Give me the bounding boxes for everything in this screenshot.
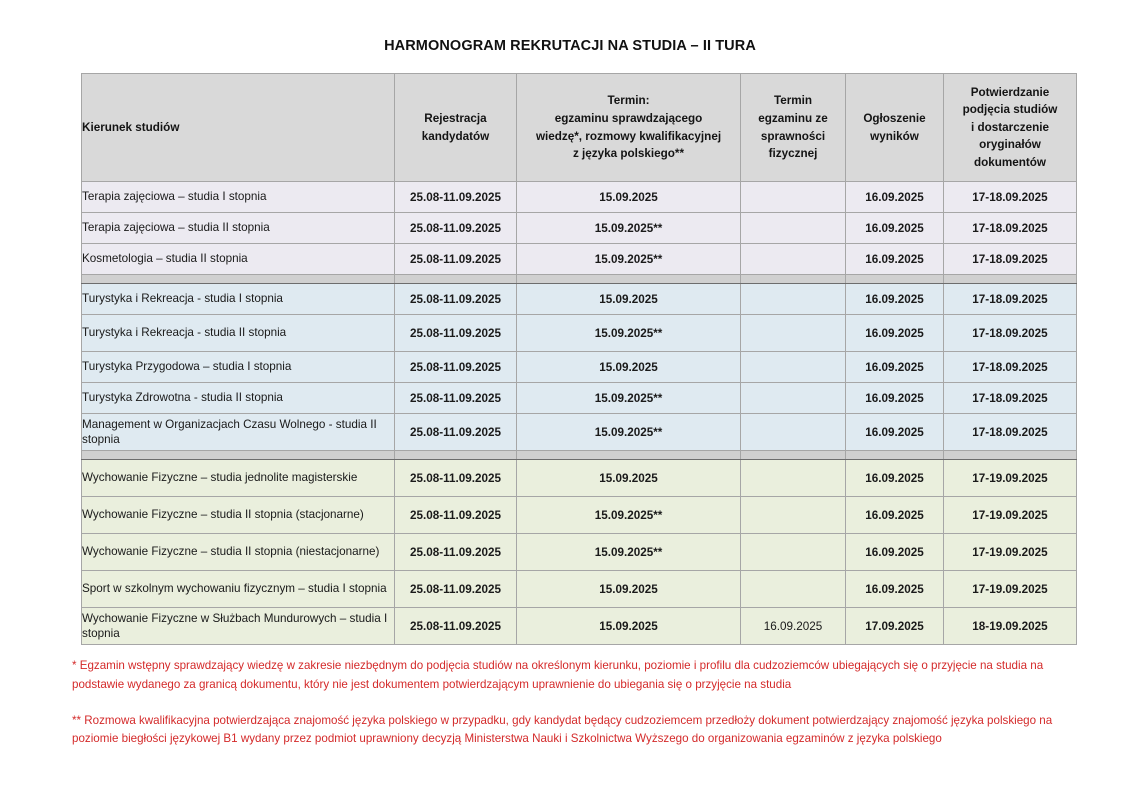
table-row <box>82 497 1077 534</box>
cell-potwierdzanie: 17-19.09.2025 <box>944 460 1077 497</box>
table-row <box>82 315 1077 352</box>
cell-sprawnosc-fizyczna <box>741 315 846 352</box>
cell-ogloszenie-wynikow: 16.09.2025 <box>846 497 944 534</box>
cell-termin-egzaminu: 15.09.2025 <box>517 608 741 645</box>
cell-kierunek: Wychowanie Fizyczne – studia II stopnia (niestacjonarne) <box>82 534 395 571</box>
cell-sprawnosc-fizyczna <box>741 534 846 571</box>
table-row <box>82 383 1077 414</box>
cell-kierunek: Turystyka Przygodowa – studia I stopnia <box>82 352 395 383</box>
column-header-ogloszenie-wynikow <box>846 74 944 182</box>
cell-ogloszenie-wynikow: 16.09.2025 <box>846 571 944 608</box>
cell-termin-egzaminu: 15.09.2025** <box>517 213 741 244</box>
cell-kierunek: Turystyka i Rekreacja - studia I stopnia <box>82 284 395 315</box>
cell-ogloszenie-wynikow: 16.09.2025 <box>846 414 944 451</box>
cell-potwierdzanie: 17-18.09.2025 <box>944 383 1077 414</box>
cell-kierunek: Wychowanie Fizyczne – studia jednolite magisterskie <box>82 460 395 497</box>
group-spacer-cell <box>741 451 846 460</box>
header-line: Ogłoszenie <box>863 111 926 125</box>
header-line: egzaminu ze <box>758 111 828 125</box>
cell-termin-egzaminu: 15.09.2025 <box>517 460 741 497</box>
cell-ogloszenie-wynikow: 16.09.2025 <box>846 284 944 315</box>
cell-rejestracja: 25.08-11.09.2025 <box>395 571 517 608</box>
cell-termin-egzaminu: 15.09.2025** <box>517 315 741 352</box>
group-spacer-cell <box>741 275 846 284</box>
footnote-interview: ** Rozmowa kwalifikacyjna potwierdzająca znajomość języka polskiego w przypadku, gdy kandydat będący cudzoziemcem przedłoży dokument potwierdzający znajomość języka polskiego na poziomie biegłości językowej B1 wydany przez podmiot uprawniony decyzją Ministerstwa Nauki i Szkolnictwa Wyższego do organizowania egzaminów z języka polskiego <box>72 713 1053 746</box>
cell-termin-egzaminu: 15.09.2025** <box>517 534 741 571</box>
group-spacer-row <box>82 275 1077 284</box>
cell-ogloszenie-wynikow: 16.09.2025 <box>846 244 944 275</box>
table-row <box>82 182 1077 213</box>
group-spacer-cell <box>846 451 944 460</box>
header-line: Termin <box>773 94 813 108</box>
group-spacer-cell <box>944 451 1077 460</box>
cell-termin-egzaminu: 15.09.2025 <box>517 352 741 383</box>
cell-kierunek: Kosmetologia – studia II stopnia <box>82 244 395 275</box>
footnote-exam: * Egzamin wstępny sprawdzający wiedzę w zakresie niezbędnym do podjęcia studiów na określonym kierunku, poziomie i profilu dla cudzoziemców ubiegających się o przyjęcie na studia na podstawie wydanego za granicą dokumentu, który nie jest dokumentem potwierdzającym uprawnienie do ubiegania się o przyjęcie na studia <box>72 659 1044 691</box>
table-row <box>82 244 1077 275</box>
table-row <box>82 571 1077 608</box>
header-line: fizycznej <box>768 147 818 161</box>
cell-ogloszenie-wynikow: 16.09.2025 <box>846 534 944 571</box>
cell-ogloszenie-wynikow: 16.09.2025 <box>846 182 944 213</box>
column-header-rejestracja <box>395 74 517 182</box>
cell-termin-egzaminu: 15.09.2025 <box>517 571 741 608</box>
cell-rejestracja: 25.08-11.09.2025 <box>395 315 517 352</box>
cell-sprawnosc-fizyczna <box>741 460 846 497</box>
cell-termin-egzaminu: 15.09.2025** <box>517 244 741 275</box>
cell-potwierdzanie: 17-19.09.2025 <box>944 571 1077 608</box>
footnotes <box>72 657 1077 766</box>
cell-sprawnosc-fizyczna <box>741 571 846 608</box>
header-line: wiedzę*, rozmowy kwalifikacyjnej <box>535 129 722 143</box>
cell-termin-egzaminu: 15.09.2025** <box>517 414 741 451</box>
cell-potwierdzanie: 17-18.09.2025 <box>944 284 1077 315</box>
cell-rejestracja: 25.08-11.09.2025 <box>395 352 517 383</box>
header-line: Kierunek studiów <box>82 120 180 134</box>
cell-termin-egzaminu: 15.09.2025 <box>517 284 741 315</box>
cell-potwierdzanie: 17-18.09.2025 <box>944 315 1077 352</box>
table-row <box>82 534 1077 571</box>
cell-sprawnosc-fizyczna <box>741 182 846 213</box>
cell-ogloszenie-wynikow: 16.09.2025 <box>846 352 944 383</box>
group-spacer-cell <box>517 275 741 284</box>
cell-rejestracja: 25.08-11.09.2025 <box>395 414 517 451</box>
table-header <box>82 74 1077 182</box>
cell-potwierdzanie: 17-18.09.2025 <box>944 414 1077 451</box>
cell-kierunek: Terapia zajęciowa – studia I stopnia <box>82 182 395 213</box>
cell-kierunek: Sport w szkolnym wychowaniu fizycznym – studia I stopnia <box>82 571 395 608</box>
cell-ogloszenie-wynikow: 16.09.2025 <box>846 383 944 414</box>
group-spacer-cell <box>944 275 1077 284</box>
cell-potwierdzanie: 17-18.09.2025 <box>944 213 1077 244</box>
table-row <box>82 352 1077 383</box>
schedule-table-wrapper <box>81 73 1076 645</box>
cell-potwierdzanie: 17-19.09.2025 <box>944 497 1077 534</box>
header-line: wyników <box>870 129 919 143</box>
header-line: Rejestracja <box>424 111 487 125</box>
cell-rejestracja: 25.08-11.09.2025 <box>395 460 517 497</box>
cell-sprawnosc-fizyczna: 16.09.2025 <box>741 608 846 645</box>
cell-ogloszenie-wynikow: 16.09.2025 <box>846 315 944 352</box>
header-line: i dostarczenie <box>971 120 1049 134</box>
cell-kierunek: Turystyka i Rekreacja - studia II stopnia <box>82 315 395 352</box>
group-spacer-cell <box>395 451 517 460</box>
cell-kierunek: Turystyka Zdrowotna - studia II stopnia <box>82 383 395 414</box>
cell-rejestracja: 25.08-11.09.2025 <box>395 383 517 414</box>
table-row <box>82 284 1077 315</box>
header-line: z języka polskiego** <box>572 147 685 161</box>
header-line: egzaminu sprawdzającego <box>554 111 703 125</box>
cell-sprawnosc-fizyczna <box>741 414 846 451</box>
column-header-potwierdzanie <box>944 74 1077 182</box>
cell-potwierdzanie: 17-18.09.2025 <box>944 182 1077 213</box>
cell-sprawnosc-fizyczna <box>741 497 846 534</box>
header-line: podjęcia studiów <box>962 103 1058 117</box>
header-line: Potwierdzanie <box>970 85 1050 99</box>
column-header-kierunek <box>82 74 395 182</box>
cell-sprawnosc-fizyczna <box>741 284 846 315</box>
cell-potwierdzanie: 17-18.09.2025 <box>944 244 1077 275</box>
header-line: kandydatów <box>421 129 490 143</box>
header-line: sprawności <box>760 129 826 143</box>
table-row <box>82 213 1077 244</box>
cell-kierunek: Management w Organizacjach Czasu Wolnego - studia II stopnia <box>82 414 395 451</box>
cell-potwierdzanie: 17-18.09.2025 <box>944 352 1077 383</box>
column-header-termin-egzaminu <box>517 74 741 182</box>
cell-rejestracja: 25.08-11.09.2025 <box>395 244 517 275</box>
table-body <box>82 182 1077 645</box>
cell-rejestracja: 25.08-11.09.2025 <box>395 608 517 645</box>
cell-kierunek: Wychowanie Fizyczne w Służbach Mundurowych – studia I stopnia <box>82 608 395 645</box>
cell-termin-egzaminu: 15.09.2025 <box>517 182 741 213</box>
cell-kierunek: Wychowanie Fizyczne – studia II stopnia (stacjonarne) <box>82 497 395 534</box>
cell-rejestracja: 25.08-11.09.2025 <box>395 284 517 315</box>
group-spacer-cell <box>846 275 944 284</box>
cell-termin-egzaminu: 15.09.2025** <box>517 497 741 534</box>
page-title: HARMONOGRAM REKRUTACJI NA STUDIA – II TURA <box>384 38 756 54</box>
cell-rejestracja: 25.08-11.09.2025 <box>395 213 517 244</box>
cell-sprawnosc-fizyczna <box>741 213 846 244</box>
cell-sprawnosc-fizyczna <box>741 244 846 275</box>
cell-sprawnosc-fizyczna <box>741 383 846 414</box>
table-row <box>82 460 1077 497</box>
header-line: oryginałów <box>979 138 1041 152</box>
cell-termin-egzaminu: 15.09.2025** <box>517 383 741 414</box>
group-spacer-cell <box>82 451 395 460</box>
cell-rejestracja: 25.08-11.09.2025 <box>395 497 517 534</box>
cell-ogloszenie-wynikow: 16.09.2025 <box>846 460 944 497</box>
header-line: Termin: <box>607 94 650 108</box>
cell-kierunek: Terapia zajęciowa – studia II stopnia <box>82 213 395 244</box>
cell-rejestracja: 25.08-11.09.2025 <box>395 534 517 571</box>
column-header-sprawnosc-fizyczna <box>741 74 846 182</box>
cell-rejestracja: 25.08-11.09.2025 <box>395 182 517 213</box>
cell-ogloszenie-wynikow: 16.09.2025 <box>846 213 944 244</box>
cell-potwierdzanie: 18-19.09.2025 <box>944 608 1077 645</box>
header-row <box>82 74 1077 182</box>
cell-ogloszenie-wynikow: 17.09.2025 <box>846 608 944 645</box>
group-spacer-cell <box>517 451 741 460</box>
recruitment-schedule-table <box>81 73 1077 645</box>
group-spacer-cell <box>82 275 395 284</box>
header-line: dokumentów <box>973 155 1047 169</box>
table-row <box>82 608 1077 645</box>
cell-potwierdzanie: 17-19.09.2025 <box>944 534 1077 571</box>
group-spacer-cell <box>395 275 517 284</box>
table-row <box>82 414 1077 451</box>
cell-sprawnosc-fizyczna <box>741 352 846 383</box>
group-spacer-row <box>82 451 1077 460</box>
